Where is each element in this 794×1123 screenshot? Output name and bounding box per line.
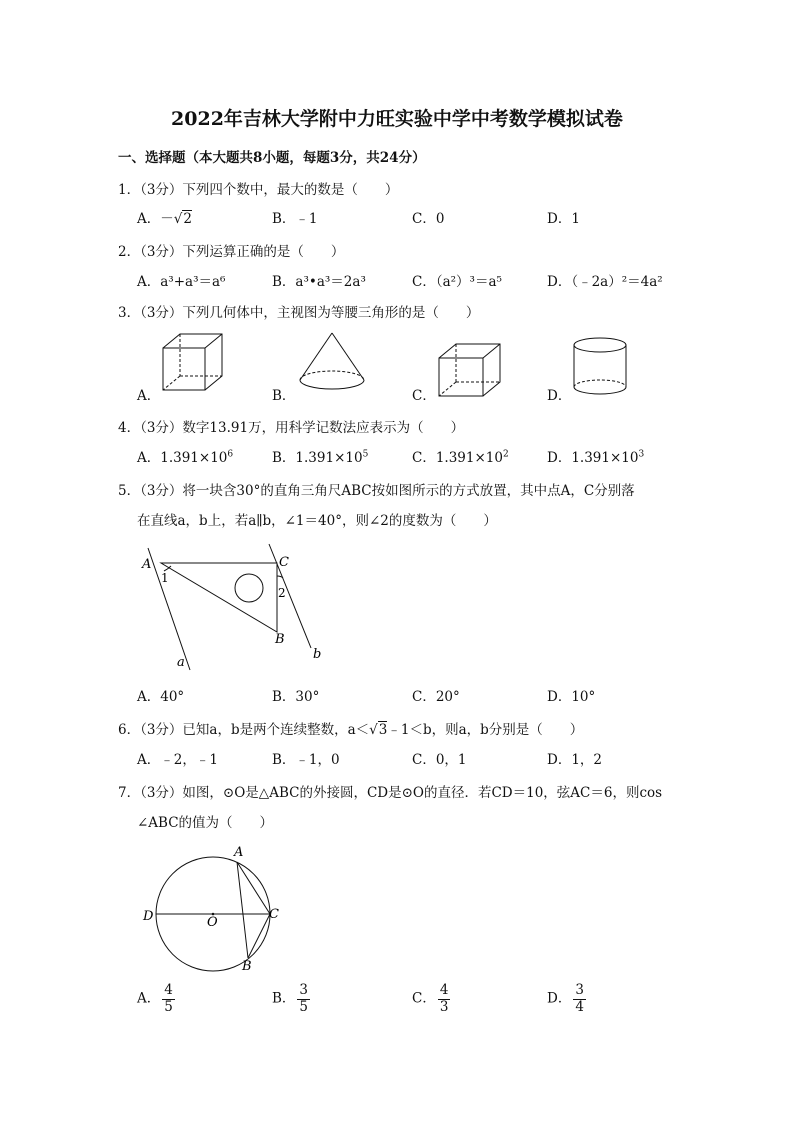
q2-option-d: D．（﹣2a）²＝4a² bbox=[547, 274, 663, 290]
question-7-stem-line1: 7．（3分）如图，⊙O是△ABC的外接圆，CD是⊙O的直径．若CD＝10，弦AC＝6，则cos bbox=[118, 785, 663, 801]
triangle-hole bbox=[235, 574, 263, 602]
numerator: 4 bbox=[439, 982, 449, 998]
q1-option-c: C．0 bbox=[412, 211, 445, 227]
q4-option-a bbox=[137, 446, 233, 466]
q6-option-b: B．﹣1，0 bbox=[272, 752, 340, 768]
numerator: 3 bbox=[575, 982, 584, 998]
q4-option-b bbox=[272, 446, 368, 466]
question-4-stem: 4．（3分）数字13.91万，用科学记数法应表示为（ ） bbox=[118, 420, 465, 436]
q5-option-d: D．10° bbox=[547, 689, 596, 705]
denominator: 5 bbox=[299, 998, 309, 1015]
question-5-stem-line1: 5．（3分）将一块含30°的直角三角尺ABC按如图所示的方式放置，其中点A，C分别落 bbox=[118, 483, 635, 499]
denominator: 5 bbox=[164, 998, 173, 1015]
fraction bbox=[297, 983, 310, 1015]
line-a bbox=[148, 548, 190, 670]
label-C: C bbox=[279, 555, 289, 570]
page-title: 2022年吉林大学附中力旺实验中学中考数学模拟试卷 bbox=[171, 108, 623, 130]
q4-option-d-exp: 3 bbox=[638, 449, 645, 460]
fraction bbox=[438, 983, 451, 1015]
q3-option-b: B． bbox=[272, 388, 296, 404]
q3-figure-cylinder bbox=[570, 335, 632, 401]
q7-option-d-label: D． bbox=[547, 990, 572, 1007]
q2-option-a: A．a³+a³＝a⁶ bbox=[137, 274, 226, 290]
q6-option-d: D．1，2 bbox=[547, 752, 603, 768]
q6-option-c: C．0，1 bbox=[412, 752, 467, 768]
q5-option-c: C．20° bbox=[412, 689, 460, 705]
q3-figure-cube-a bbox=[160, 330, 230, 400]
q6-stem-pre: 6．（3分）已知a，b是两个连续整数，a＜ bbox=[118, 722, 370, 738]
label-A: A bbox=[142, 557, 152, 572]
q3-option-c: C． bbox=[412, 388, 436, 404]
q7-option-a bbox=[137, 983, 175, 1015]
question-1-stem: 1．（3分）下列四个数中，最大的数是（ ） bbox=[118, 182, 399, 198]
chord-bc bbox=[248, 914, 270, 958]
question-2-stem: 2．（3分）下列运算正确的是（ ） bbox=[118, 244, 345, 260]
label-a: a bbox=[177, 655, 185, 670]
numerator: 4 bbox=[164, 982, 173, 998]
label-D: D bbox=[143, 909, 154, 924]
denominator: 3 bbox=[439, 998, 449, 1015]
numerator: 3 bbox=[299, 982, 309, 998]
q5-option-b: B．30° bbox=[272, 689, 320, 705]
q6-stem-radicand: 3 bbox=[378, 722, 388, 738]
q4-option-d bbox=[547, 446, 644, 466]
question-6-stem bbox=[118, 718, 583, 738]
q1-option-a bbox=[137, 207, 192, 227]
q7-option-c bbox=[412, 983, 450, 1015]
q7-option-a-label: A． bbox=[137, 990, 161, 1007]
q7-figure bbox=[138, 840, 288, 975]
q5-option-a: A．40° bbox=[137, 689, 185, 705]
q2-option-b: B．a³•a³＝2a³ bbox=[272, 274, 366, 290]
q4-option-c bbox=[412, 446, 509, 466]
label-angle-1: 1 bbox=[161, 571, 169, 585]
q4-option-a-exp: 6 bbox=[227, 449, 234, 460]
question-5-stem-line2: 在直线a，b上，若a∥b，∠1＝40°，则∠2的度数为（ ） bbox=[137, 513, 497, 529]
q3-option-d: D． bbox=[547, 388, 572, 404]
q4-option-c-exp: 2 bbox=[502, 449, 509, 460]
q6-stem-post: ﹣1＜b，则a，b分别是（ ） bbox=[387, 722, 584, 738]
question-3-stem: 3．（3分）下列几何体中，主视图为等腰三角形的是（ ） bbox=[118, 305, 480, 321]
q4-option-b-base: B．1.391×10 bbox=[272, 450, 363, 466]
q4-option-c-base: C．1.391×10 bbox=[412, 450, 503, 466]
fraction bbox=[573, 983, 586, 1015]
sqrt-sign: √ bbox=[369, 722, 378, 738]
q4-option-b-exp: 5 bbox=[362, 449, 369, 460]
denominator: 4 bbox=[575, 998, 584, 1015]
question-7-stem-line2: ∠ABC的值为（ ） bbox=[137, 815, 274, 831]
q5-figure bbox=[135, 540, 335, 675]
q3-option-a: A． bbox=[137, 388, 161, 404]
q2-option-c: C．（a²）³＝a⁵ bbox=[412, 274, 502, 290]
q4-option-a-base: A．1.391×10 bbox=[137, 450, 228, 466]
label-B: B bbox=[242, 959, 252, 974]
sqrt-sign: √ bbox=[173, 211, 183, 227]
label-A: A bbox=[234, 845, 244, 860]
q3-figure-cube-c bbox=[436, 340, 504, 400]
fraction bbox=[162, 983, 175, 1015]
label-O: O bbox=[207, 915, 218, 930]
q1-option-d: D．1 bbox=[547, 211, 580, 227]
q4-option-d-base: D．1.391×10 bbox=[547, 450, 639, 466]
q7-option-b-label: B． bbox=[272, 990, 296, 1007]
q6-option-a: A．﹣2，﹣1 bbox=[137, 752, 218, 768]
q7-option-d bbox=[547, 983, 586, 1015]
label-B: B bbox=[275, 632, 285, 647]
q7-option-c-label: C． bbox=[412, 990, 436, 1007]
q1-option-b: B．﹣1 bbox=[272, 211, 318, 227]
q1-option-a-radicand: 2 bbox=[183, 211, 192, 227]
label-angle-2: 2 bbox=[278, 586, 286, 600]
label-C: C bbox=[269, 907, 279, 922]
q1-option-a-label: A．－ bbox=[137, 211, 174, 227]
section-heading: 一、选择题（本大题共8小题，每题3分，共24分） bbox=[118, 150, 426, 166]
q3-figure-cone bbox=[296, 330, 368, 394]
label-b: b bbox=[313, 647, 322, 662]
q7-option-b bbox=[272, 983, 310, 1015]
